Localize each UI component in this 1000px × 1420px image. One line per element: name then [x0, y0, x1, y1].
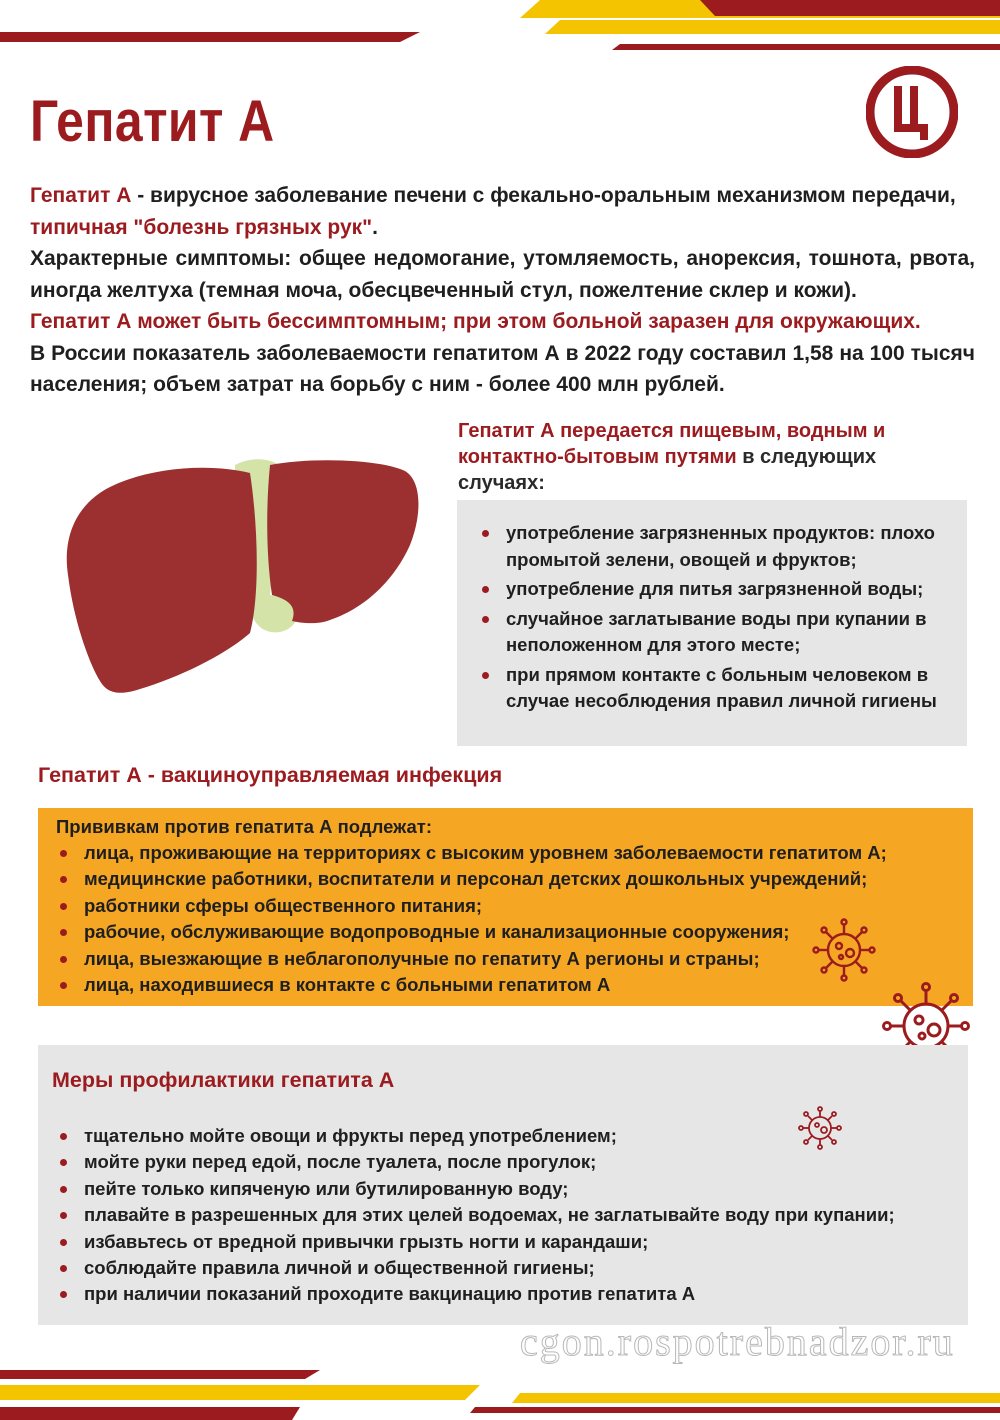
intro-p1: - вирусное заболевание печени с фекально-оральным механизмом передачи,	[131, 184, 956, 207]
bottom-stripes	[0, 1355, 1000, 1420]
vaccination-lead: Прививкам против гепатита А подлежат:	[56, 816, 432, 837]
list-item: рабочие, обслуживающие водопроводные и канализационные сооружения;	[58, 919, 938, 945]
stripe-red-bottom-low	[0, 1407, 300, 1420]
prevention-list	[58, 1123, 938, 1308]
prevention-heading: Меры профилактики гепатита А	[52, 1068, 395, 1092]
liver-right-lobe	[267, 460, 418, 623]
stripe-red-bottom-left	[0, 1370, 320, 1379]
transmission-heading-red: Гепатит А передается пищевым, водным и контактно-бытовым путями	[458, 420, 886, 468]
list-item: употребление для питья загрязненной воды;	[480, 576, 950, 603]
liver-left-lobe	[67, 468, 257, 693]
liver-illustration	[60, 445, 430, 705]
intro-asymptomatic: Гепатит А может быть бессимптомным; при этом больной заразен для окружающих.	[30, 310, 921, 333]
stripe-red-bottom-right	[470, 1407, 1000, 1413]
list-item: мойте руки перед едой, после туалета, после прогулок;	[58, 1149, 938, 1175]
list-item: тщательно мойте овощи и фрукты перед употреблением;	[58, 1123, 938, 1149]
transmission-heading	[458, 418, 918, 496]
transmission-heading-rest: в следующих случаях:	[458, 446, 877, 494]
list-item: плавайте в разрешенных для этих целей водоемах, не заглатывайте воду при купании;	[58, 1202, 938, 1228]
list-item: лица, выезжающие в неблагополучные по гепатиту А регионы и страны;	[58, 946, 938, 972]
cgon-logo	[866, 66, 958, 158]
virus-icon	[812, 918, 876, 982]
stripe-red-top	[700, 0, 1000, 16]
vaccination-list	[58, 840, 938, 998]
list-item: работники сферы общественного питания;	[58, 893, 938, 919]
transmission-list	[480, 520, 950, 718]
intro-text	[30, 180, 975, 401]
list-item: при прямом контакте с больным человеком в случае несоблюдения правил личной гигиены	[480, 662, 950, 715]
stripe-red-mid	[612, 44, 1000, 50]
list-item: случайное заглатывание воды при купании в неположенном для этого месте;	[480, 606, 950, 659]
stripe-yellow-bottom-left	[0, 1385, 480, 1400]
top-stripes	[0, 0, 1000, 60]
page-title: Гепатит А	[30, 89, 275, 154]
website-watermark: cgon.rospotrebnadzor.ru	[520, 1319, 955, 1364]
intro-statistics: В России показатель заболеваемости гепатитом А в 2022 году составил 1,58 на 100 тысяч населения; объем затрат на борьбу с ним - более 400 млн рублей.	[30, 341, 975, 396]
list-item: при наличии показаний проходите вакцинацию против гепатита А	[58, 1281, 938, 1307]
vaccination-heading: Гепатит А - вакциноуправляемая инфекция	[38, 763, 503, 787]
intro-symptoms: Характерные симптомы: общее недомогание, утомляемость, анорексия, тошнота, рвота, иногда желтуха (темная моча, обесцвеченный стул, пожелтение склер и кожи).	[30, 247, 975, 302]
stripe-yellow-mid	[545, 20, 1000, 34]
stripe-red-left	[0, 32, 420, 42]
list-item: медицинские работники, воспитатели и персонал детских дошкольных учреждений;	[58, 866, 938, 892]
intro-red-lead: Гепатит А	[30, 184, 132, 207]
list-item: соблюдайте правила личной и общественной гигиены;	[58, 1255, 938, 1281]
intro-red-quote: типичная "болезнь грязных рук"	[30, 215, 373, 239]
list-item: избавьтесь от вредной привычки грызть ногти и карандаши;	[58, 1229, 938, 1255]
stripe-yellow-bottom-right	[512, 1393, 1000, 1403]
list-item: лица, проживающие на территориях с высоким уровнем заболеваемости гепатитом А;	[58, 840, 938, 866]
list-item: пейте только кипяченую или бутилированную воду;	[58, 1176, 938, 1202]
list-item: употребление загрязненных продуктов: плохо промытой зелени, овощей и фруктов;	[480, 520, 950, 573]
list-item: лица, находившиеся в контакте с больными гепатитом А	[58, 972, 938, 998]
intro-p1-end: .	[372, 215, 378, 239]
